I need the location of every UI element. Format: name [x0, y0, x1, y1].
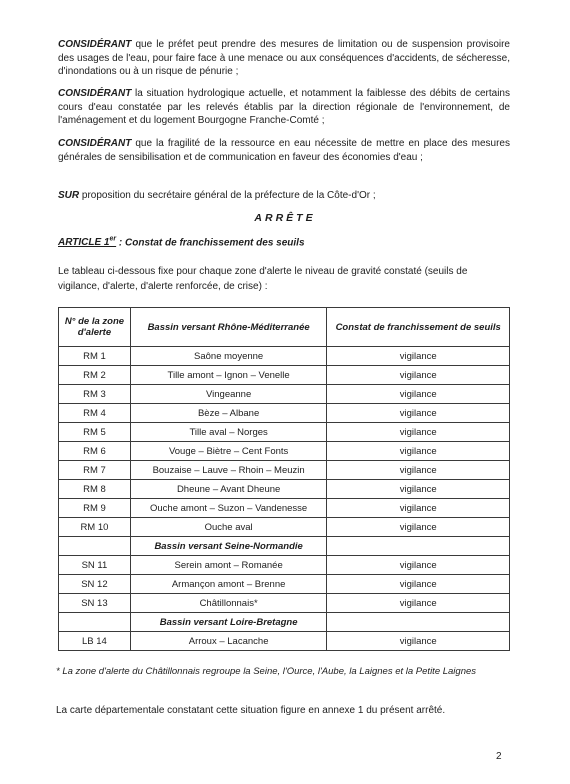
alert-zones-table	[58, 307, 510, 651]
basin-name-cell: Bèze – Albane	[130, 404, 327, 423]
zone-number-cell: RM 8	[59, 480, 131, 499]
section-empty-cell	[327, 613, 510, 632]
considerant-keyword: CONSIDÉRANT	[58, 138, 132, 149]
table-section-row	[59, 613, 510, 632]
threshold-status-cell: vigilance	[327, 347, 510, 366]
intro-text: Le tableau ci-dessous fixe pour chaque zone d'alerte le niveau de gravité constaté (seuils de vigilance, d'alerte, d'alerte renforcée, de crise) :	[58, 266, 468, 292]
considerant-keyword: CONSIDÉRANT	[58, 88, 132, 99]
zone-number-cell: RM 2	[59, 366, 131, 385]
table-row	[59, 480, 510, 499]
footnote: * La zone d'alerte du Châtillonnais regroupe la Seine, l'Ource, l'Aube, la Laignes et la Petite Laignes	[56, 666, 477, 677]
zone-number-cell: SN 11	[59, 556, 131, 575]
header-zone-number: N° de la zone d'alerte	[59, 308, 131, 347]
table-row	[59, 404, 510, 423]
arrete-heading: ARRÊTE	[254, 212, 316, 224]
table-row	[59, 347, 510, 366]
zone-number-cell: RM 4	[59, 404, 131, 423]
table-header-row	[59, 308, 510, 347]
basin-name-cell: Tille aval – Norges	[130, 423, 327, 442]
considerant-paragraph-1	[58, 38, 510, 79]
basin-name-cell: Arroux – Lacanche	[130, 632, 327, 651]
table-row	[59, 366, 510, 385]
zone-number-cell: RM 1	[59, 347, 131, 366]
table-row	[59, 594, 510, 613]
zone-number-cell: RM 3	[59, 385, 131, 404]
threshold-status-cell: vigilance	[327, 594, 510, 613]
considerant-paragraph-2	[58, 87, 510, 128]
threshold-status-cell: vigilance	[327, 575, 510, 594]
zone-number-cell: SN 12	[59, 575, 131, 594]
basin-name-cell: Saône moyenne	[130, 347, 327, 366]
threshold-status-cell: vigilance	[327, 461, 510, 480]
basin-name-cell: Serein amont – Romanée	[130, 556, 327, 575]
threshold-status-cell: vigilance	[327, 518, 510, 537]
considerant-paragraph-3	[58, 137, 510, 164]
basin-name-cell: Bouzaise – Lauve – Rhoin – Meuzin	[130, 461, 327, 480]
zone-number-cell: RM 6	[59, 442, 131, 461]
section-basin-title: Bassin versant Seine-Normandie	[130, 537, 327, 556]
table-row	[59, 556, 510, 575]
considerant-text: la situation hydrologique actuelle, et notamment la faiblesse des débits de certains cours d'eau constatée par les relevés établis par la direction régionale de l'environnement, de l'aménagement et du logement Bourgogne Franche-Comté ;	[58, 88, 510, 127]
zone-number-cell: RM 10	[59, 518, 131, 537]
zone-number-cell: RM 5	[59, 423, 131, 442]
threshold-status-cell: vigilance	[327, 499, 510, 518]
table-row	[59, 518, 510, 537]
considerant-keyword: CONSIDÉRANT	[58, 39, 132, 50]
page-number: 2	[496, 751, 502, 762]
basin-name-cell: Vouge – Biètre – Cent Fonts	[130, 442, 327, 461]
table-row	[59, 442, 510, 461]
table-row	[59, 461, 510, 480]
zone-number-cell: SN 13	[59, 594, 131, 613]
basin-name-cell: Tille amont – Ignon – Venelle	[130, 366, 327, 385]
considerant-text: que le préfet peut prendre des mesures de limitation ou de suspension provisoire des usages de l'eau, pour faire face à une menace ou aux conséquences d'accidents, de sécheresse, d'inondations ou à un risque de pénurie ;	[58, 39, 510, 78]
section-empty-cell	[59, 613, 131, 632]
zone-number-cell: RM 9	[59, 499, 131, 518]
threshold-status-cell: vigilance	[327, 442, 510, 461]
threshold-status-cell: vigilance	[327, 632, 510, 651]
table-row	[59, 499, 510, 518]
table-body	[59, 347, 510, 651]
threshold-status-cell: vigilance	[327, 480, 510, 499]
table-section-row	[59, 537, 510, 556]
zone-number-cell: RM 7	[59, 461, 131, 480]
threshold-status-cell: vigilance	[327, 423, 510, 442]
threshold-status-cell: vigilance	[327, 366, 510, 385]
basin-name-cell: Châtillonnais*	[130, 594, 327, 613]
basin-name-cell: Dheune – Avant Dheune	[130, 480, 327, 499]
section-basin-title: Bassin versant Loire-Bretagne	[130, 613, 327, 632]
basin-name-cell: Ouche aval	[130, 518, 327, 537]
sur-keyword: SUR	[58, 190, 80, 201]
section-empty-cell	[59, 537, 131, 556]
article-heading	[58, 236, 305, 248]
closing-text: La carte départementale constatant cette situation figure en annexe 1 du présent arrêté.	[56, 705, 446, 716]
basin-name-cell: Armançon amont – Brenne	[130, 575, 327, 594]
table-row	[59, 385, 510, 404]
section-empty-cell	[327, 537, 510, 556]
article-ref: ARTICLE 1er	[58, 236, 117, 249]
sur-proposition-paragraph	[58, 189, 510, 203]
considerant-text: que la fragilité de la ressource en eau nécessite de mettre en place des mesures générales de sensibilisation et de communication en faveur des économies d'eau ;	[58, 138, 510, 163]
threshold-status-cell: vigilance	[327, 404, 510, 423]
sur-text: proposition du secrétaire général de la préfecture de la Côte-d'Or ;	[79, 190, 376, 201]
table-row	[59, 575, 510, 594]
header-threshold-status: Constat de franchissement de seuils	[327, 308, 510, 347]
zone-number-cell: LB 14	[59, 632, 131, 651]
header-basin: Bassin versant Rhône-Méditerranée	[130, 308, 327, 347]
table-row	[59, 423, 510, 442]
basin-name-cell: Ouche amont – Suzon – Vandenesse	[130, 499, 327, 518]
basin-name-cell: Vingeanne	[130, 385, 327, 404]
table-row	[59, 632, 510, 651]
article-title: : Constat de franchissement des seuils	[116, 237, 305, 249]
threshold-status-cell: vigilance	[327, 385, 510, 404]
threshold-status-cell: vigilance	[327, 556, 510, 575]
